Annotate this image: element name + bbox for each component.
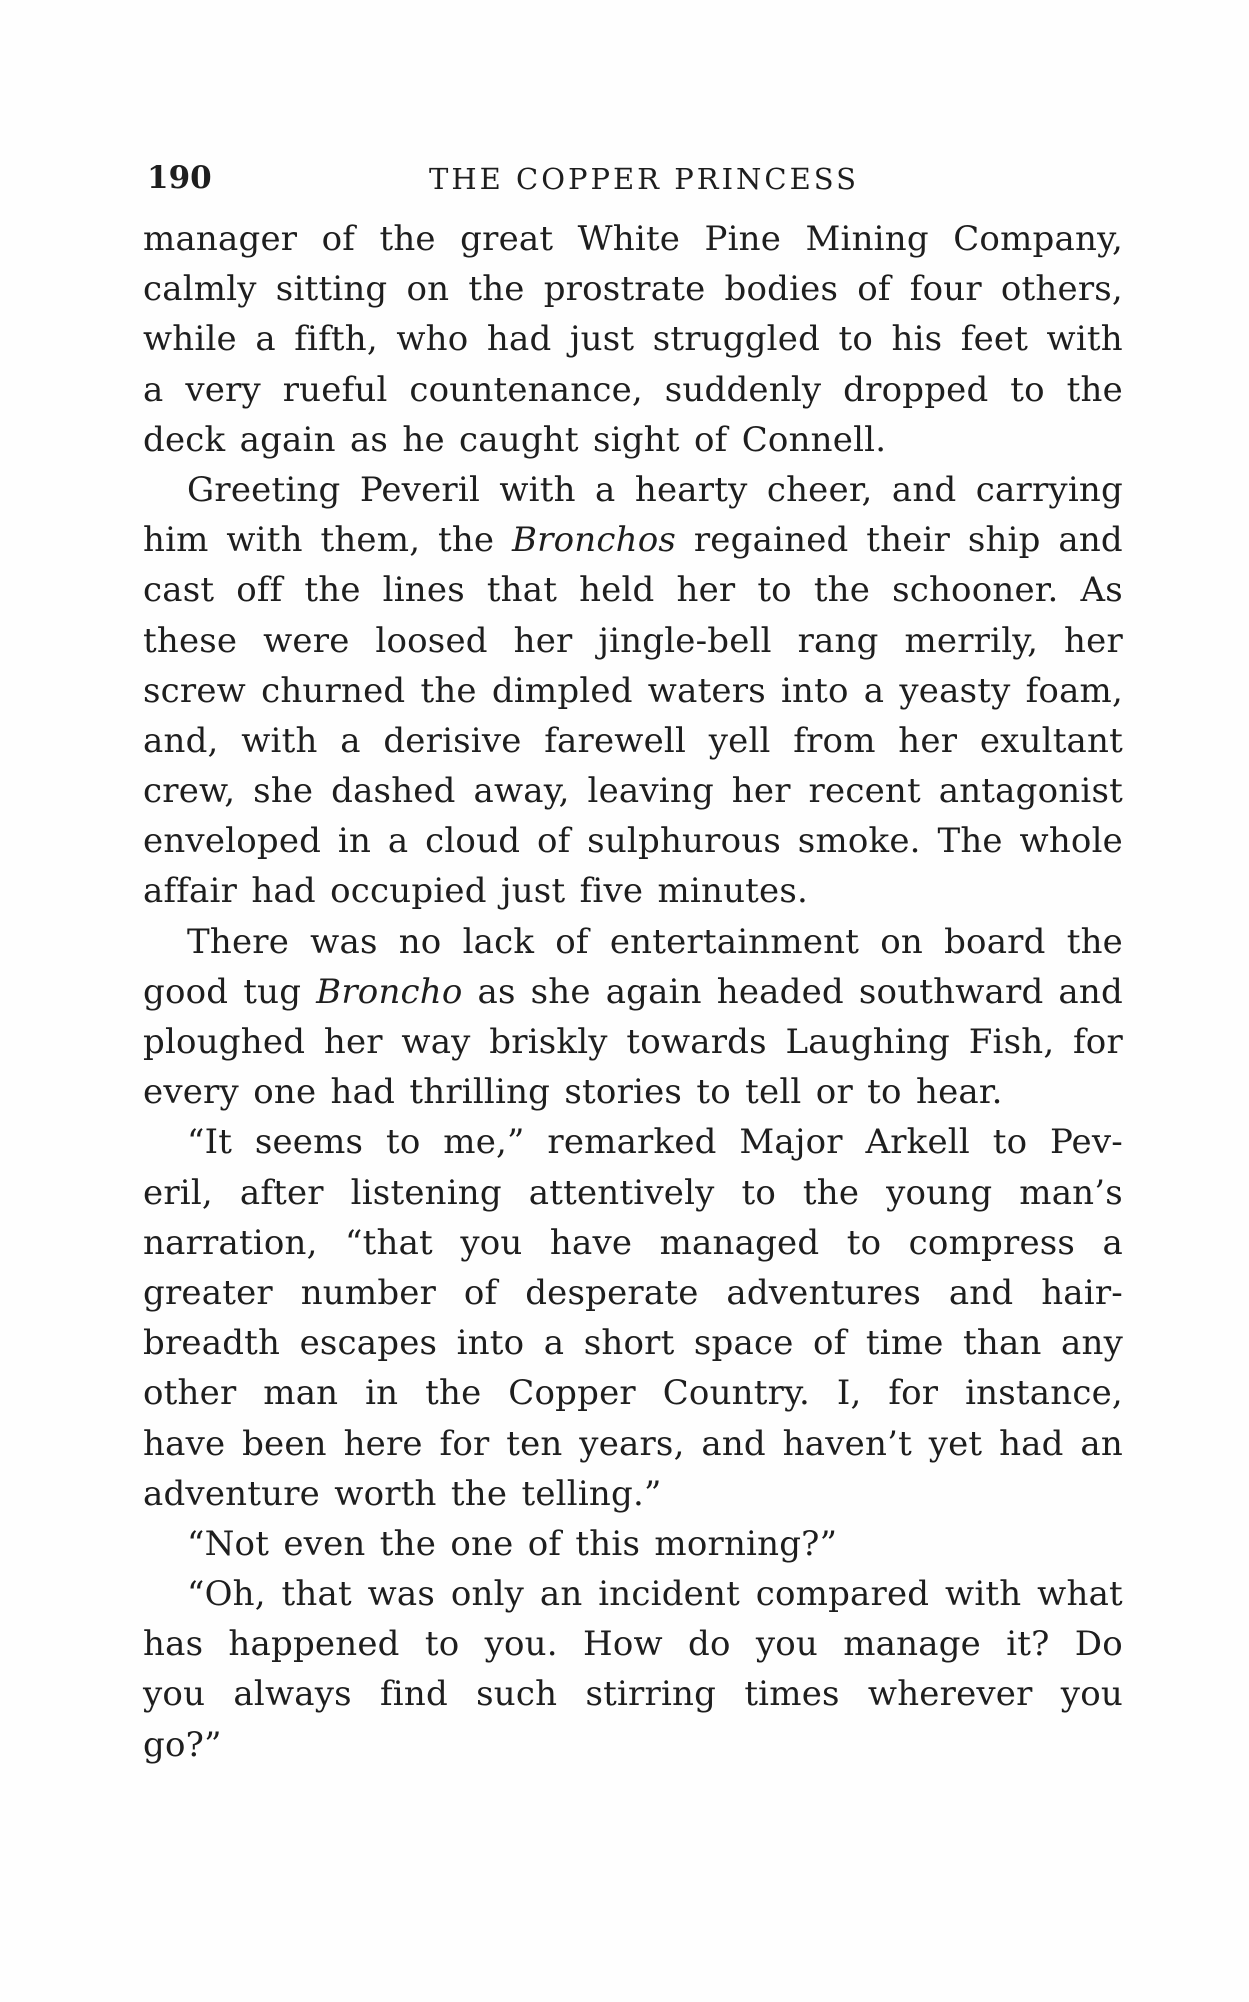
text-line: eril, after listening attentively to the young man’s xyxy=(143,1172,1123,1213)
text-line: good tug Broncho as she again headed southward and xyxy=(143,971,1123,1012)
text-line: manager of the great White Pine Mining Company, xyxy=(143,219,1123,259)
text-line: “It seems to me,” remarked Major Arkell to Pev- xyxy=(187,1122,1123,1163)
text-line: a very rueful countenance, suddenly dropped to the xyxy=(143,369,1123,410)
text-line: him with them, the Bronchos regained their ship and xyxy=(143,520,1123,561)
text-line: crew, she dashed away, leaving her recent antagonist xyxy=(143,771,1123,812)
text-line: breadth escapes into a short space of time than any xyxy=(143,1323,1123,1364)
body-text xyxy=(143,214,1123,1770)
book-page xyxy=(143,150,1123,1770)
text-line: calmly sitting on the prostrate bodies of four others, xyxy=(143,269,1123,310)
text-line: and, with a derisive farewell yell from her exultant xyxy=(143,720,1123,761)
text-line: other man in the Copper Country. I, for instance, xyxy=(143,1373,1123,1414)
running-title: THE COPPER PRINCESS xyxy=(429,162,859,196)
running-head xyxy=(143,150,1123,210)
text-line: greater number of desperate adventures and hair- xyxy=(143,1272,1123,1313)
text-line: narration, “that you have managed to compress a xyxy=(143,1222,1123,1263)
text-line: while a fifth, who had just struggled to his feet with xyxy=(143,319,1123,360)
text-line: affair had occupied just five minutes. xyxy=(143,871,809,912)
text-line: these were loosed her jingle-bell rang merrily, her xyxy=(143,620,1123,661)
text-line: “Not even the one of this morning?” xyxy=(187,1523,838,1564)
text-line: There was no lack of entertainment on board the xyxy=(187,921,1123,962)
text-line: you always find such stirring times wherever you xyxy=(143,1674,1123,1715)
text-line: go?” xyxy=(143,1724,222,1765)
text-line: cast off the lines that held her to the schooner. As xyxy=(143,570,1123,611)
text-line: screw churned the dimpled waters into a yeasty foam, xyxy=(143,670,1123,711)
text-line: every one had thrilling stories to tell or to hear. xyxy=(143,1072,1003,1113)
text-line: have been here for ten years, and haven’t yet had an xyxy=(143,1423,1123,1464)
text-line: “Oh, that was only an incident compared with what xyxy=(187,1574,1123,1615)
text-line: enveloped in a cloud of sulphurous smoke. The whole xyxy=(143,821,1123,862)
text-line: has happened to you. How do you manage it? Do xyxy=(143,1624,1123,1665)
text-line: adventure worth the telling.” xyxy=(143,1473,662,1514)
text-line: Greeting Peveril with a hearty cheer, and carrying xyxy=(187,469,1123,510)
page-number: 190 xyxy=(147,160,212,196)
text-line: deck again as he caught sight of Connell. xyxy=(143,419,887,460)
text-line: ploughed her way briskly towards Laughing Fish, for xyxy=(143,1022,1123,1062)
